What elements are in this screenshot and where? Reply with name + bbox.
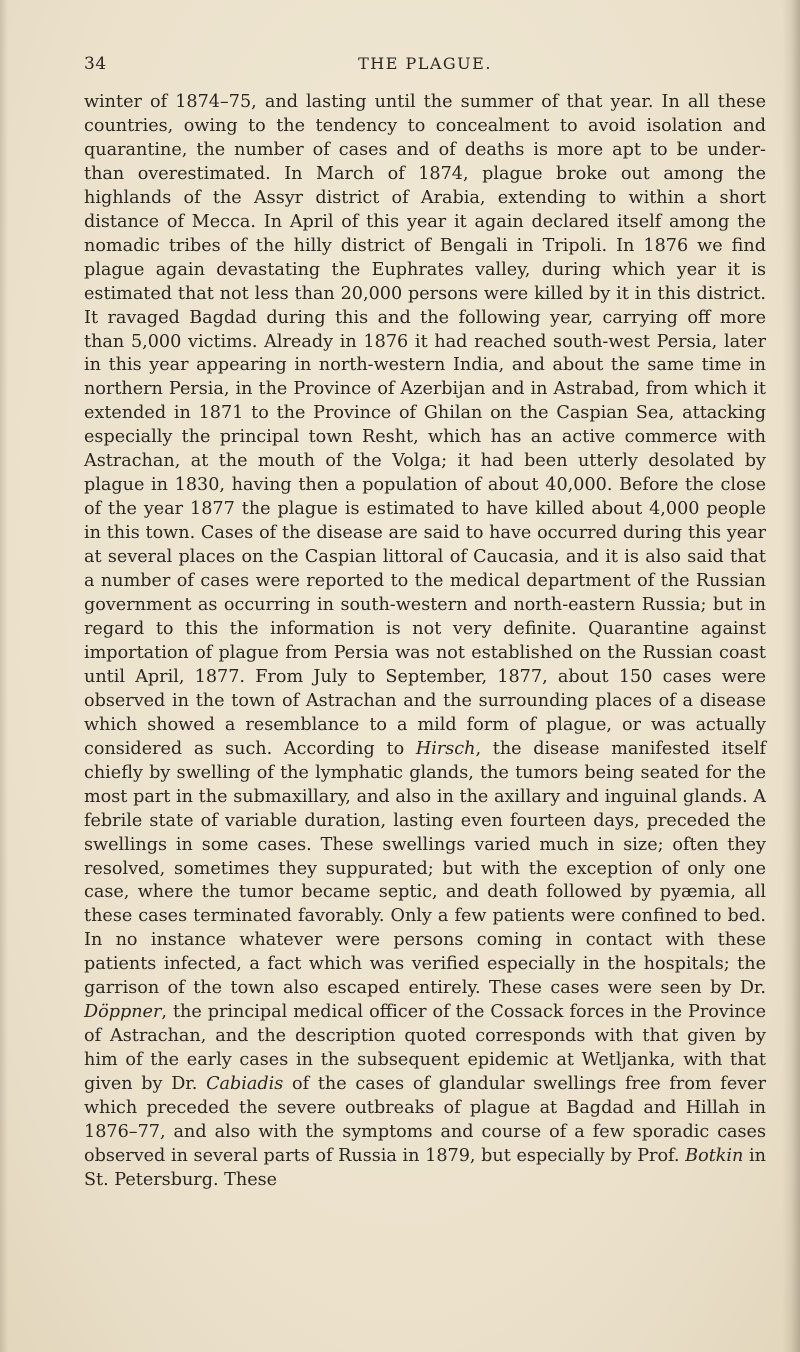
- page-number: 34: [84, 54, 107, 74]
- page-gutter-shadow: [0, 0, 8, 1352]
- running-title: THE PLAGUE.: [358, 54, 492, 73]
- text-segment: , the disease manifested itself chiefly by swelling of the lymphatic glands, the tumors being seated for the most part in the submaxillary, and also in the axillary and inguinal glands. A febrile state of variable duration, lasting even fourteen days, preceded the swellings in some cases. These swellings varied much in size; often they resolved, sometimes they suppurated; but with the exception of only one case, where the tumor became septic, and death followed by pyæmia, all these cases terminated favorably. Only a few patients were confined to bed. In no instance whatever were persons coming in contact with these patients infected, a fact which was verified especially in the hospitals; the garrison of the town also escaped entirely. These cases were seen by Dr.: [84, 738, 767, 999]
- author-name-botkin: Botkin: [685, 1145, 744, 1166]
- text-segment: of the cases of glandular swellings free from fever which preceded the severe outbreaks of plague at Bagdad and Hillah in 1876–77, and also with the symptoms and course of a few sporadic cases observed in several parts of Russia in 1879, but especially by Prof.: [84, 1074, 766, 1166]
- author-name-cabiadis: Cabiadis: [206, 1074, 284, 1095]
- text-segment: in St. Petersburg. These: [84, 1145, 766, 1190]
- page-edge-shadow: [782, 0, 800, 1352]
- body-paragraph: [84, 91, 766, 1193]
- author-name-hirsch: Hirsch: [415, 738, 476, 759]
- author-name-doppner: Döppner: [84, 1002, 162, 1023]
- text-segment: , the principal medical officer of the Cossack forces in the Province of Astrachan, and the description quoted corresponds with that given by him of the early cases in the subsequent epidemic at Wetljanka, with that given by Dr.: [84, 1002, 766, 1095]
- page-header: [84, 54, 766, 78]
- text-segment: winter of 1874–75, and lasting until the summer of that year. In all these countries, owing to the tendency to concealment to avoid isolation and quarantine, the number of cases and of deaths is more apt to be under- than overestimated. In March of 1874, plague broke out among the highlands of the Assyr district of Arabia, extending to within a short distance of Mecca. In April of this year it again declared itself among the nomadic tribes of the hilly district of Bengali in Tripoli. In 1876 we find plague again devastating the Euphrates valley, during which year it is estimated that not less than 20,000 persons were killed by it in this district. It ravaged Bagdad during this and the following year, carrying off more than 5,000 victims. Already in 1876 it had reached south-west Persia, later in this year appearing in north-western India, and about the same time in northern Persia, in the Province of Azerbijan and in Astrabad, from which it extended in 1871 to the Province of Ghilan on the Caspian Sea, attacking especially the principal town Resht, which has an active commerce with Astrachan, at the mouth of the Volga; it had been utterly desolated by plague in 1830, having then a population of about 40,000. Before the close of the year 1877 the plague is estimated to have killed about 4,000 people in this town. Cases of the disease are said to have occurred during this year at several places on the Caspian littoral of Caucasia, and it is also said that a number of cases were reported to the medical department of the Russian government as occurring in south-western and north-eastern Russia; but in regard to this the information is not very definite. Quarantine against importation of plague from Persia was not established on the Russian coast until April, 1877. From July to September, 1877, about 150 cases were observed in the town of Astrachan and the surrounding places of a disease which showed a resemblance to a mild form of plague, or was actually considered as such. According to: [84, 92, 766, 759]
